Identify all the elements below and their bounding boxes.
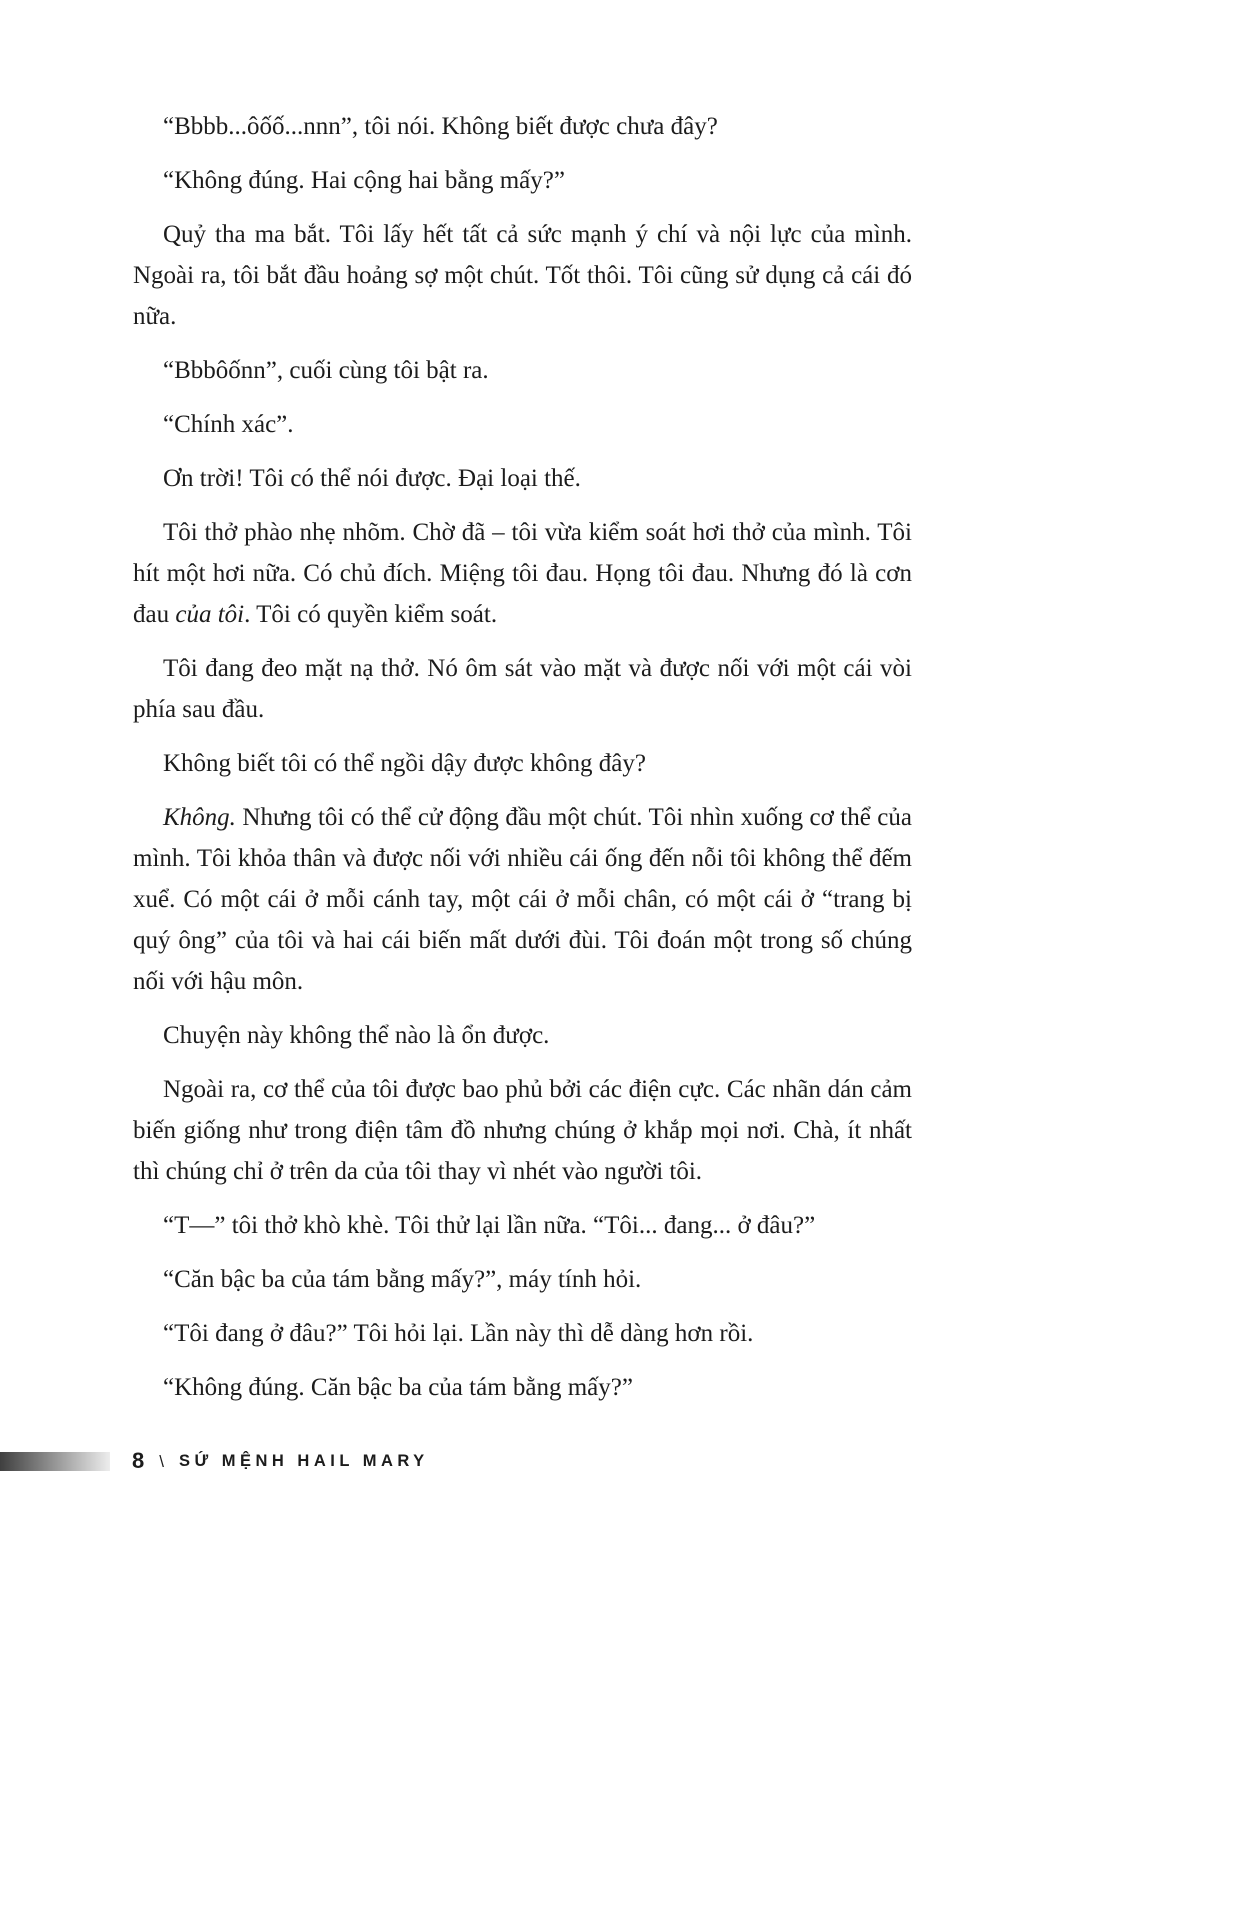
paragraph-text: Tôi thở phào nhẹ nhõm. Chờ đã – tôi vừa kiểm soát hơi thở của mình. Tôi hít một hơi nữa. Có chủ đích. Miệng tôi đau. Họng tôi đau. Nhưng đó là cơn đau (133, 519, 912, 628)
paragraph-text: Ngoài ra, cơ thể của tôi được bao phủ bởi các điện cực. Các nhãn dán cảm biến giống như trong điện tâm đồ nhưng chúng ở khắp mọi nơi. Chà, ít nhất thì chúng chỉ ở trên da của tôi thay vì nhét vào người tôi. (133, 1076, 912, 1185)
paragraph (133, 648, 912, 730)
paragraph-text: “Căn bậc ba của tám bằng mấy?”, máy tính hỏi. (163, 1266, 642, 1293)
paragraph (133, 404, 912, 445)
paragraph (133, 1015, 912, 1056)
paragraph-text: Tôi đang đeo mặt nạ thở. Nó ôm sát vào mặt và được nối với một cái vòi phía sau đầu. (133, 655, 912, 723)
paragraph-text: Không biết tôi có thể ngồi dậy được không đây? (163, 750, 646, 777)
page-number: 8 (132, 1448, 147, 1473)
paragraph (133, 214, 912, 337)
paragraph-text: “Tôi đang ở đâu?” Tôi hỏi lại. Lần này thì dễ dàng hơn rồi. (163, 1320, 754, 1347)
paragraph-text: Nhưng tôi có thể cử động đầu một chút. Tôi nhìn xuống cơ thể của mình. Tôi khỏa thân và được nối với nhiều cái ống đến nỗi tôi không thể đếm xuể. Có một cái ở mỗi cánh tay, một cái ở mỗi chân, có một cái ở “trang bị quý ông” của tôi và hai cái biến mất dưới đùi. Tôi đoán một trong số chúng nối với hậu môn. (133, 804, 912, 995)
paragraph (133, 1205, 912, 1246)
paragraph (133, 743, 912, 784)
paragraph-text: “Bbbb...ôốố...nnn”, tôi nói. Không biết được chưa đây? (163, 113, 718, 140)
page-footer (0, 1446, 1260, 1476)
footer-gradient-bar (0, 1452, 110, 1471)
paragraph (133, 350, 912, 391)
paragraph-text: Ơn trời! Tôi có thể nói được. Đại loại thế. (163, 465, 581, 492)
paragraph (133, 458, 912, 499)
paragraph-text-italic: của tôi (175, 601, 245, 628)
paragraph-text: “Chính xác”. (163, 411, 294, 438)
paragraph (133, 1367, 912, 1408)
paragraph-text: “Bbbôốnn”, cuối cùng tôi bật ra. (163, 357, 489, 384)
book-title: SỨ MỆNH HAIL MARY (178, 1451, 429, 1470)
paragraph-text: “T—” tôi thở khò khè. Tôi thử lại lần nữa. “Tôi... đang... ở đâu?” (163, 1212, 816, 1239)
paragraph (133, 1313, 912, 1354)
paragraph (133, 1259, 912, 1300)
text-block (133, 106, 912, 1421)
paragraph-text: “Không đúng. Hai cộng hai bằng mấy?” (163, 167, 565, 194)
paragraph-text: Quỷ tha ma bắt. Tôi lấy hết tất cả sức mạnh ý chí và nội lực của mình. Ngoài ra, tôi bắt đầu hoảng sợ một chút. Tốt thôi. Tôi cũng sử dụng cả cái đó nữa. (133, 221, 912, 330)
paragraph-text: Chuyện này không thể nào là ổn được. (163, 1022, 550, 1049)
paragraph (133, 106, 912, 147)
paragraph (133, 797, 912, 1002)
paragraph-text: . Tôi có quyền kiểm soát. (244, 601, 498, 628)
paragraph (133, 512, 912, 635)
paragraph-text-italic: Không. (163, 804, 236, 831)
paragraph (133, 160, 912, 201)
paragraph (133, 1069, 912, 1192)
paragraph-text: “Không đúng. Căn bậc ba của tám bằng mấy?” (163, 1374, 633, 1401)
footer-separator: \ (159, 1451, 164, 1471)
